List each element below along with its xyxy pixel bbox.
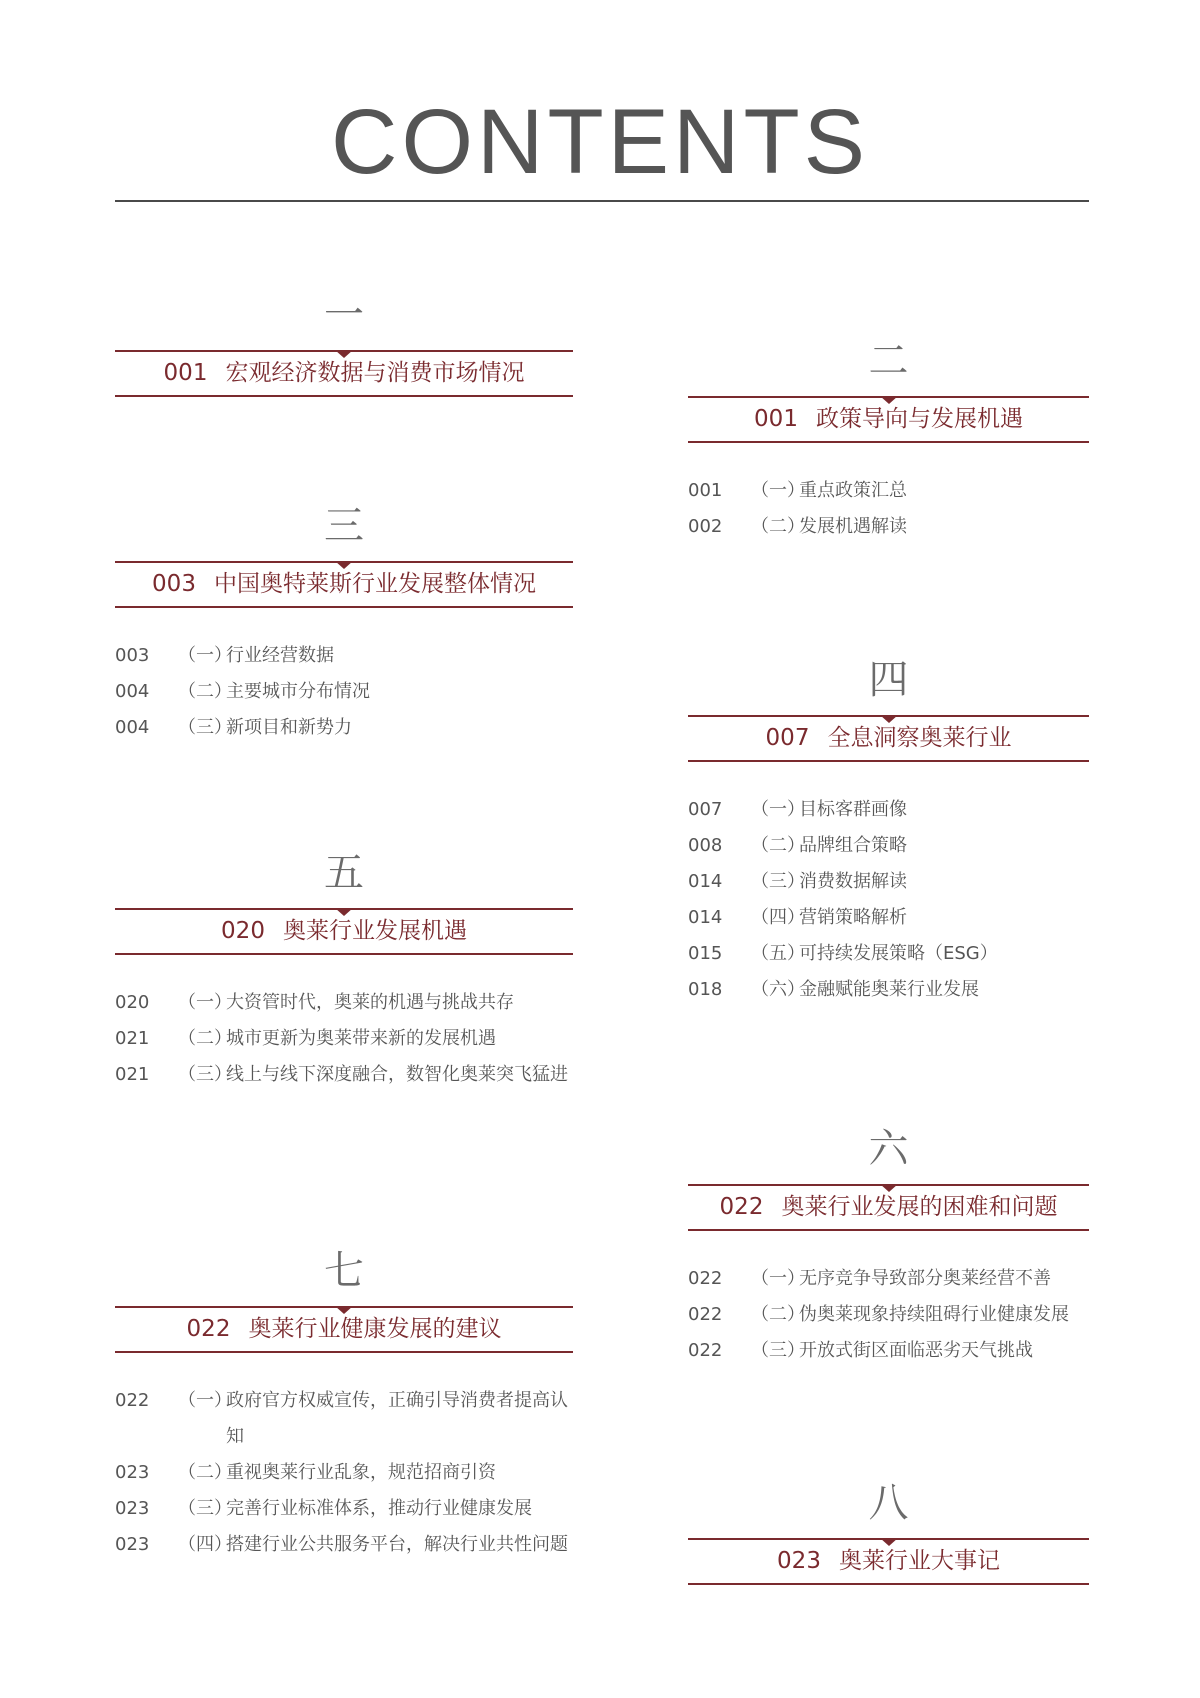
item-title: 重点政策汇总	[799, 480, 907, 501]
section-header[interactable]	[688, 396, 1089, 443]
item-page-number: 014	[688, 871, 723, 892]
section-title: 奥莱行业大事记	[838, 1548, 1000, 1574]
item-title: 消费数据解读	[799, 871, 907, 892]
item-page-number: 014	[688, 907, 723, 928]
item-page-number: 015	[688, 943, 723, 964]
item-index: （二）	[178, 1028, 232, 1049]
section-numeral: 四	[868, 657, 909, 703]
item-title: 政府官方权威宣传，正确引导消费者提高认知	[226, 1390, 568, 1447]
section-page-number: 023	[777, 1548, 821, 1574]
item-title: 城市更新为奥莱带来新的发展机遇	[226, 1028, 496, 1049]
section-header[interactable]	[115, 561, 573, 608]
item-index: （一）	[751, 1268, 805, 1289]
toc-item[interactable]	[115, 1057, 573, 1093]
item-page-number: 018	[688, 979, 723, 1000]
item-title: 目标客群画像	[799, 799, 907, 820]
section-title: 全息洞察奥莱行业	[827, 725, 1012, 751]
section-numeral: 三	[324, 503, 364, 549]
section-items	[688, 473, 1089, 545]
caret-down-icon	[335, 908, 353, 916]
item-page-number: 023	[115, 1462, 150, 1483]
toc-item[interactable]	[115, 1491, 573, 1527]
item-title: 营销策略解析	[799, 907, 907, 928]
section-header[interactable]	[115, 908, 573, 955]
item-index: （三）	[178, 1498, 232, 1519]
section-items	[688, 1261, 1089, 1369]
item-index: （二）	[751, 1304, 805, 1325]
section-title: 中国奥特莱斯行业发展整体情况	[213, 571, 536, 597]
toc-item[interactable]	[688, 473, 1089, 509]
toc-item[interactable]	[688, 900, 1089, 936]
toc-item[interactable]	[688, 936, 1089, 972]
caret-down-icon	[880, 396, 898, 404]
toc-section-1	[115, 291, 573, 397]
item-title: 行业经营数据	[226, 645, 334, 666]
item-page-number: 003	[115, 645, 150, 666]
caret-down-icon	[335, 1306, 353, 1314]
toc-item[interactable]	[688, 792, 1089, 828]
item-page-number: 021	[115, 1064, 150, 1085]
toc-section-2	[688, 337, 1089, 545]
section-items	[115, 638, 573, 746]
section-items	[688, 792, 1089, 1008]
toc-item[interactable]	[688, 1261, 1089, 1297]
item-title: 品牌组合策略	[799, 835, 907, 856]
caret-down-icon	[880, 715, 898, 723]
caret-down-icon	[880, 1538, 898, 1546]
section-page-number: 001	[163, 360, 208, 386]
item-title: 发展机遇解读	[799, 516, 907, 537]
item-page-number: 022	[688, 1268, 723, 1289]
item-index: （二）	[178, 1462, 232, 1483]
section-page-number: 001	[754, 406, 798, 432]
section-header[interactable]	[115, 350, 573, 397]
caret-down-icon	[335, 561, 353, 569]
item-page-number: 008	[688, 835, 723, 856]
toc-item[interactable]	[115, 1455, 573, 1491]
page-title: CONTENTS	[331, 91, 869, 193]
item-index: （二）	[751, 516, 805, 537]
item-index: （四）	[751, 907, 805, 928]
toc-section-3	[115, 502, 573, 746]
section-items	[115, 985, 573, 1093]
section-page-number: 022	[186, 1316, 231, 1342]
item-index: （三）	[751, 1340, 805, 1361]
item-index: （二）	[178, 681, 232, 702]
item-page-number: 004	[115, 681, 150, 702]
item-page-number: 002	[688, 516, 723, 537]
item-page-number: 001	[688, 480, 723, 501]
toc-section-4	[688, 656, 1089, 1008]
item-title: 主要城市分布情况	[226, 681, 370, 702]
section-header[interactable]	[688, 1184, 1089, 1231]
toc-section-5	[115, 849, 573, 1093]
section-items	[115, 1383, 573, 1563]
section-header[interactable]	[688, 715, 1089, 762]
item-title: 可持续发展策略（ESG）	[799, 943, 998, 964]
item-page-number: 020	[115, 992, 150, 1013]
item-index: （六）	[751, 979, 805, 1000]
section-numeral: 六	[868, 1126, 909, 1172]
toc-item[interactable]	[115, 1383, 573, 1455]
section-title: 宏观经济数据与消费市场情况	[225, 360, 525, 386]
item-index: （三）	[751, 871, 805, 892]
caret-down-icon	[880, 1184, 898, 1192]
item-page-number: 022	[688, 1340, 723, 1361]
section-title: 奥莱行业发展机遇	[282, 918, 467, 944]
section-page-number: 003	[152, 571, 196, 597]
item-title: 线上与线下深度融合，数智化奥莱突飞猛进	[226, 1064, 568, 1085]
toc-item[interactable]	[115, 985, 573, 1021]
section-header[interactable]	[115, 1306, 573, 1353]
caret-down-icon	[335, 350, 353, 358]
item-title: 开放式街区面临恶劣天气挑战	[799, 1340, 1033, 1361]
section-numeral: 八	[868, 1480, 909, 1526]
item-page-number: 023	[115, 1498, 150, 1519]
item-index: （一）	[178, 645, 232, 666]
toc-item[interactable]	[688, 1297, 1089, 1333]
section-header[interactable]	[688, 1538, 1089, 1585]
section-title: 奥莱行业健康发展的建议	[248, 1316, 502, 1342]
item-title: 搭建行业公共服务平台，解决行业共性问题	[226, 1534, 568, 1555]
item-page-number: 007	[688, 799, 723, 820]
item-index: （二）	[751, 835, 805, 856]
item-title: 伪奥莱现象持续阻碍行业健康发展	[799, 1304, 1069, 1325]
item-index: （三）	[178, 1064, 232, 1085]
item-index: （一）	[178, 1390, 232, 1411]
section-page-number: 020	[221, 918, 265, 944]
item-index: （五）	[751, 943, 805, 964]
section-title: 奥莱行业发展的困难和问题	[781, 1194, 1058, 1220]
section-numeral: 七	[324, 1248, 364, 1294]
item-title: 大资管时代，奥莱的机遇与挑战共存	[226, 992, 514, 1013]
item-index: （一）	[751, 799, 805, 820]
toc-item[interactable]	[115, 1021, 573, 1057]
toc-item[interactable]	[688, 509, 1089, 545]
item-page-number: 022	[688, 1304, 723, 1325]
toc-section-7	[115, 1247, 573, 1563]
section-numeral: 一	[324, 292, 364, 338]
item-title: 无序竞争导致部分奥莱经营不善	[799, 1268, 1051, 1289]
item-title: 完善行业标准体系，推动行业健康发展	[226, 1498, 532, 1519]
toc-item[interactable]	[115, 674, 573, 710]
title-divider	[115, 200, 1089, 202]
toc-item[interactable]	[115, 710, 573, 746]
toc-item[interactable]	[688, 1333, 1089, 1369]
item-index: （三）	[178, 717, 232, 738]
item-title: 重视奥莱行业乱象，规范招商引资	[226, 1462, 496, 1483]
item-index: （一）	[751, 480, 805, 501]
toc-item[interactable]	[688, 972, 1089, 1008]
item-page-number: 022	[115, 1390, 150, 1411]
section-title: 政策导向与发展机遇	[815, 406, 1023, 432]
item-page-number: 023	[115, 1534, 150, 1555]
section-numeral: 二	[868, 338, 909, 384]
item-page-number: 021	[115, 1028, 150, 1049]
toc-item[interactable]	[115, 1527, 573, 1563]
section-page-number: 007	[765, 725, 810, 751]
toc-item[interactable]	[115, 638, 573, 674]
section-numeral: 五	[324, 850, 364, 896]
toc-section-8	[688, 1479, 1089, 1585]
section-page-number: 022	[719, 1194, 764, 1220]
item-title: 新项目和新势力	[226, 717, 352, 738]
toc-section-6	[688, 1125, 1089, 1369]
item-index: （一）	[178, 992, 232, 1013]
item-page-number: 004	[115, 717, 150, 738]
item-title: 金融赋能奥莱行业发展	[799, 979, 979, 1000]
toc-item[interactable]	[688, 828, 1089, 864]
toc-item[interactable]	[688, 864, 1089, 900]
item-index: （四）	[178, 1534, 232, 1555]
